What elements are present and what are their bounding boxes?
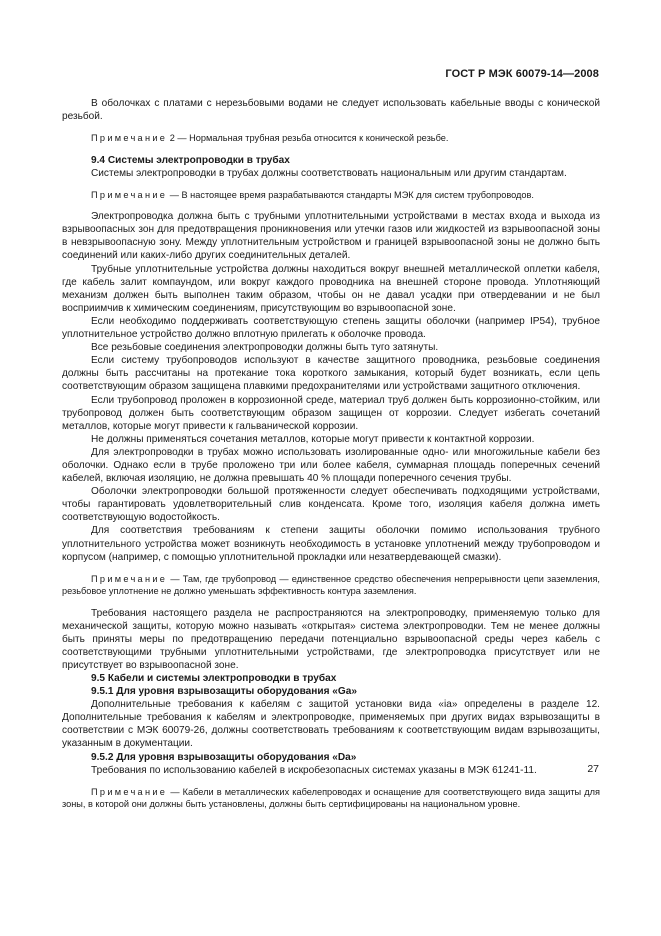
note-label: Примечание xyxy=(91,189,168,200)
note-text: — Там, где трубопровод — единственное средство обеспечения непрерывности цепи заземления, резьбовое уплотнение не должно уменьшать эффективность контура заземления. xyxy=(62,573,600,597)
paragraph: Оболочки электропроводки большой протяженности следует обеспечивать подходящими устройствами, чтобы гарантировать удовлетворительный слив конденсата. Кроме того, изоляция кабеля должна иметь соответствующую водостойкость. xyxy=(62,486,600,524)
paragraph: Трубные уплотнительные устройства должны находиться вокруг внешней металлической оплетки кабеля, где кабель залит компаундом, или вокруг каждого проводника на внешней стороне провода. Уплотняющий механизм должен быть выполнен таким образом, чтобы он не давал усадки при отвердевании и не был восприимчив к химическим соединениям, присутствующим во взрывоопасной зоне. xyxy=(62,263,600,314)
paragraph: Для электропроводки в трубах можно использовать изолированные одно- или многожильные кабели без оболочки. Однако если в трубе проложено три или более кабеля, суммарная площадь поперечных сечений кабелей, включая изоляцию, не должна превышать 40 % площади поперечного сечения трубы. xyxy=(62,446,600,485)
paragraph: В оболочках с платами с нерезьбовыми водами не следует использовать кабельные вводы с конической резьбой. xyxy=(62,98,600,123)
section-heading: 9.5 Кабели и системы электропроводки в трубах xyxy=(91,673,337,684)
paragraph: Требования по использованию кабелей в искробезопасных системах указаны в МЭК 61241-11. xyxy=(91,764,537,776)
document-body xyxy=(62,97,600,811)
note-label: Примечание xyxy=(91,573,168,584)
paragraph: Электропроводка должна быть с трубными уплотнительными устройствами в местах входа и выхода из взрывоопасных зон для предотвращения проникновения или утечки газов или жидкостей из взрывоопасной зоны в невзрывоопасную зону. Между уплотнительным устройством и границей взрывоопасной зоны не должно быть соединений или каких-либо других соединительных деталей. xyxy=(62,211,600,262)
note xyxy=(62,786,600,811)
page-number: 27 xyxy=(587,763,599,775)
document-header: ГОСТ Р МЭК 60079-14—2008 xyxy=(445,68,599,80)
subsection-heading: 9.5.1 Для уровня взрывозащиты оборудования «Ga» xyxy=(91,686,357,698)
section-heading: 9.4 Системы электропроводки в трубах xyxy=(91,154,290,166)
note-text: — Кабели в металлических кабелепроводах и оснащение для соответствующего вида защиты для зоны, в которой они должны быть установлены, должны быть сертифицированы на национальном уровне. xyxy=(62,786,600,810)
paragraph: Не должны применяться сочетания металлов, которые могут привести к контактной коррозии. xyxy=(91,433,535,445)
paragraph: Системы электропроводки в трубах должны соответствовать национальным или другим стандартам. xyxy=(91,167,567,179)
note xyxy=(62,573,600,598)
paragraph: Для соответствия требованиям к степени защиты оболочки помимо использования трубного уплотнительного устройства может возникнуть необходимость в установке уплотнений между трубопроводом и корпусом (например, с помощью уплотнительной прокладки или незатвердевающей смазки). xyxy=(62,525,600,563)
paragraph: Если необходимо поддерживать соответствующую степень защиты оболочки (например IP54), трубное уплотнительное устройство должно вплотную прилегать к оболочке провода. xyxy=(62,315,600,341)
note-label: Примечание xyxy=(91,786,168,797)
note xyxy=(62,132,600,144)
paragraph: Если трубопровод проложен в коррозионной среде, материал труб должен быть коррозионно-стойким, или трубопровод должен быть соответствующим образом защищен от коррозии. Следует избегать сочетаний металлов, которые могут привести к гальванической коррозии. xyxy=(62,394,600,432)
note-text: 2 — Нормальная трубная резьба относится к конической резьбе. xyxy=(167,133,449,144)
note xyxy=(62,189,600,201)
paragraph: Требования настоящего раздела не распространяются на электропроводку, применяемую только для механической защиты, которую можно называть «открытая» система электропроводки. Тем не менее должны быть приняты меры по предотвращению передачи потенциально взрывоопасной среды через кабель с соответствующими трубными уплотнительными устройствами, где электропроводка присутствует или не присутствует во взрывоопасной зоне. xyxy=(62,607,600,671)
note-label: Примечание xyxy=(91,133,168,144)
note-text: — В настоящее время разрабатываются стандарты МЭК для систем трубопроводов. xyxy=(167,189,534,200)
paragraph: Все резьбовые соединения электропроводки должны быть туго затянуты. xyxy=(91,342,439,354)
paragraph: Дополнительные требования к кабелям с защитой установки вида «ia» определены в разделе 12. Дополнительные требования к кабелям и электропроводке, применяемых при других видах взрывозащиты в соответствии с МЭК 60079-26, должны соответствовать требованиям к соответствующим видам взрывозащиты, указанным в документации. xyxy=(62,699,600,750)
subsection-heading: 9.5.2 Для уровня взрывозащиты оборудования «Da» xyxy=(91,751,357,763)
paragraph: Если систему трубопроводов используют в качестве защитного проводника, резьбовые соединения должны быть рассчитаны на протекание тока короткого замыкания, который будет возникать, если цепь соответствующим образом защищена плавкими предохранителями или устройствами защитного отключения. xyxy=(62,355,600,393)
